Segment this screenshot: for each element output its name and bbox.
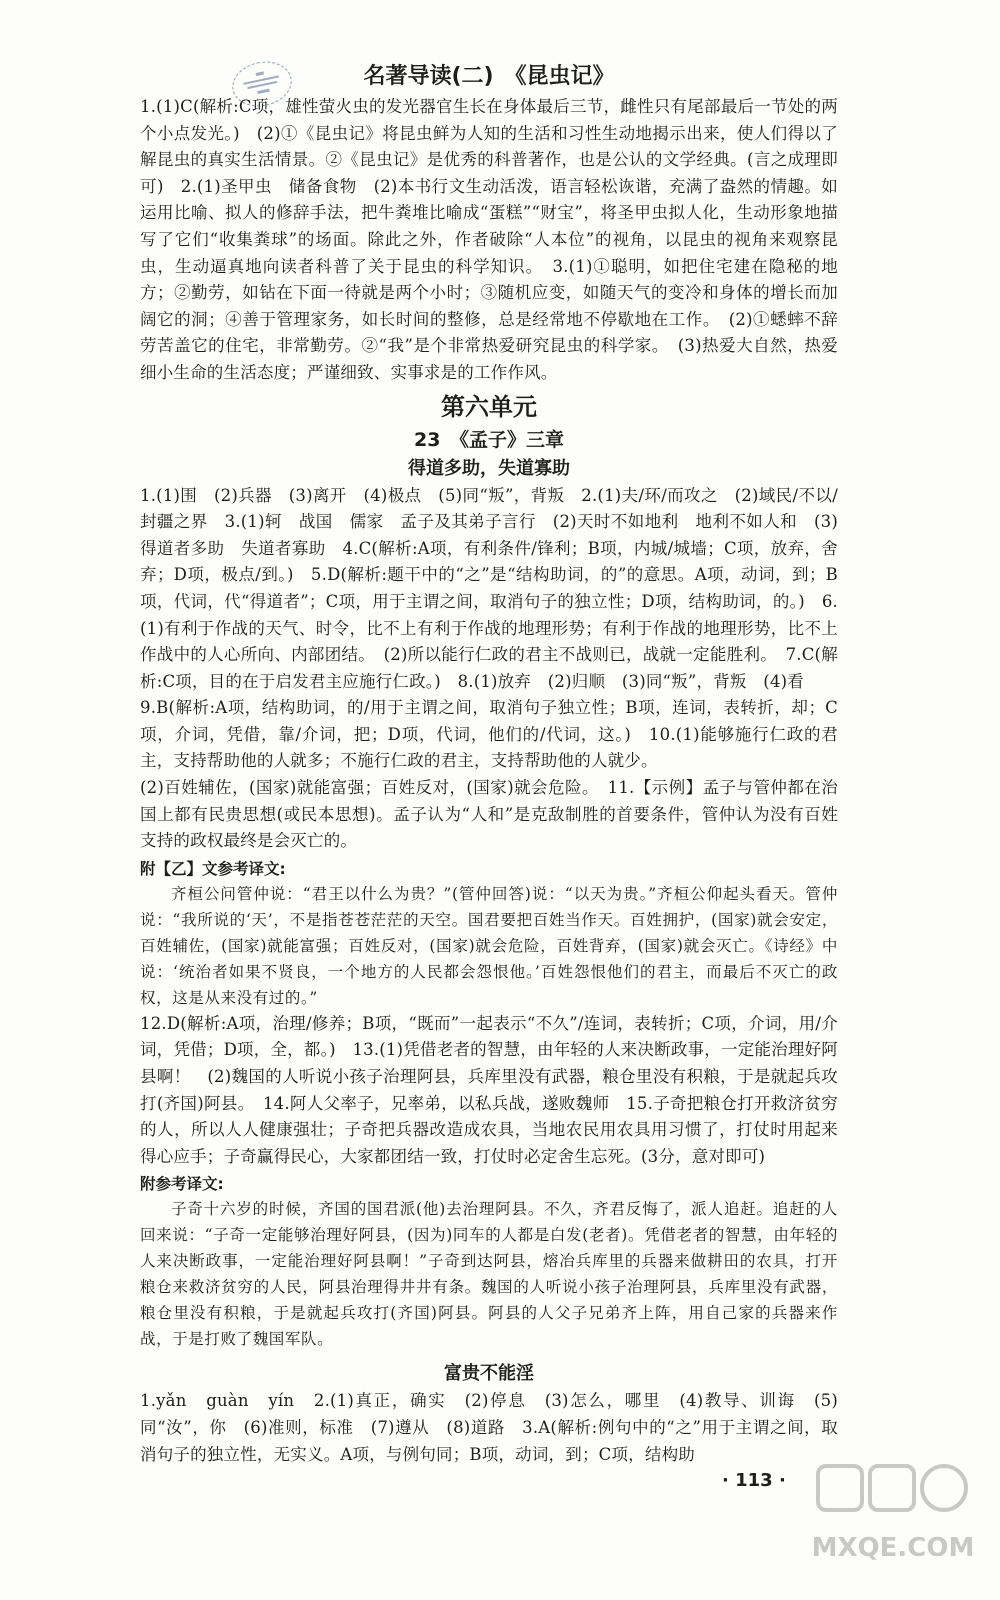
appendix-label-yi: 附【乙】文参考译文: (140, 859, 286, 878)
fugui-answers: 1.yǎn guàn yín 2.(1)真正，确实 (2)停息 (3)怎么，哪里 (4)教导、训诲 (5)同“汝”，你 (6)准则，标准 (7)遵从 (8)道路 3.A(解析:例句中的“之”用于主谓之间，取消句子的独立性，无实义。A项，与例句同；B项，动词，到；C项，结构助 (140, 1391, 838, 1464)
kunchongji-answers: 1.(1)C(解析:C项，雄性萤火虫的发光器官生长在身体最后三节，雌性只有尾部最后一节处的两个小点发光。) (2)①《昆虫记》将昆虫鲜为人知的生活和习性生动地揭示出来，使人们得以了解昆虫的真实生活情景。②《昆虫记》是优秀的科普著作，也是公认的文学经典。(言之成理即可) 2.(1)圣甲虫 储备食物 (2)本书行文生动活泼，语言轻松诙谐，充满了盎然的情趣。如运用比喻、拟人的修辞手法，把牛粪堆比喻成“蛋糕”“财宝”，将圣甲虫拟人化，生动形象地描写了它们“收集粪球”的场面。除此之外，作者破除“人本位”的视角，以昆虫的视角来观察昆虫，生动逼真地向读者科普了关于昆虫的科学知识。 3.(1)①聪明，如把住宅建在隐秘的地方；②勤劳，如钻在下面一待就是两个小时；③随机应变，如随天气的变冷和身体的增长而加阔它的洞；④善于管理家务，如长时间的整修，总是经常地不停歇地在工作。 (2)①蟋蟀不辞劳苦盖它的住宅，非常勤劳。②“我”是个非常热爱研究昆虫的科学家。 (3)热爱大自然，热爱细小生命的生活态度；严谨细致、实事求是的工作作风。 (140, 97, 838, 382)
lesson-title: 23 《孟子》三章 (414, 428, 564, 451)
answer-page (140, 60, 838, 1468)
appendix-translation-2: 子奇十六岁的时候，齐国的国君派(他)去治理阿县。不久，齐君反悔了，派人追赶。追赶的人回来说：“子奇一定能够治理好阿县，(因为)同车的人都是白发(老者)。凭借老者的智慧，由年轻的人来决断政事，一定能治理好阿县啊！”子奇到达阿县，熔冶兵库里的兵器来做耕田的农具，打开粮仓来救济贫穷的人民，阿县治理得井井有条。魏国的人听说小孩子治理阿县，兵库里没有武器，粮仓里没有积粮，于是就起兵攻打(齐国)阿县。阿县的人父子兄弟齐上阵，用自己家的兵器来作战，于是打败了魏国军队。 (140, 1200, 839, 1349)
watermark-text: MXQE.COM (811, 1533, 975, 1563)
dedao-answers-part3: (2)百姓辅佐，(国家)就能富强；百姓反对，(国家)就会危险。 11.【示例】孟子与管仲都在治国上都有民贵思想(或民本思想)。孟子认为“人和”是克敌制胜的首要条件，管仲认为没有百姓支持的政权最终是会灭亡的。 (140, 778, 838, 851)
unit-title: 第六单元 (441, 392, 537, 421)
appendix-translation-yi: 齐桓公问管仲说：“君王以什么为贵？”(管仲回答)说：“以天为贵。”齐桓公仰起头看天。管仲说：“我所说的‘天’，不是指苍苍茫茫的天空。国君要把百姓当作天。百姓拥护，(国家)就会安定，百姓辅佐，(国家)就能富强；百姓反对，(国家)就会危险，百姓背弃，(国家)就会灭亡。《诗经》中说：‘统治者如果不贤良，一个地方的人民都会怨恨他。’百姓怨恨他们的君主，而最后不灭亡的政权，这是从来没有过的。” (140, 884, 838, 1007)
appendix-label-2: 附参考译文: (140, 1175, 224, 1194)
subsection-title-dedao: 得道多助，失道寡助 (408, 457, 570, 479)
subsection-title-fugui: 富贵不能淫 (444, 1363, 534, 1385)
dedao-answers-part4: 12.D(解析:A项，治理/修养；B项，“既而”一起表示“不久”/连词，表转折；C项，介词，用/介词，凭借；D项，全，都。) 13.(1)凭借老者的智慧，由年轻的人来决断政事，一定能治理好阿县啊！ (2)魏国的人听说小孩子治理阿县，兵库里没有武器，粮仓里没有积粮，于是就起兵攻打(齐国)阿县。 14.阿人父率子，兄率弟，以私兵战，遂败魏师 15.子奇把粮仓打开救济贫穷的人，所以人人健康强壮；子奇把兵器改造成农具，当地农民用农具用习惯了，打仗时用起来得心应手；子奇赢得民心，大家都团结一致，打仗时必定舍生忘死。(3分，意对即可) (140, 1013, 838, 1166)
watermark-logo (808, 1458, 978, 1568)
page-number: · 113 · (722, 1470, 786, 1491)
dedao-answers-part2: 9.B(解析:A项，结构助词，的/用于主谓之间，取消句子独立性；B项，连词，表转折，却；C项，介词，凭借，靠/介词，把；D项，代词，他们的/代词，这。) 10.(1)能够施行仁政的君主，支持帮助他的人就多；不施行仁政的君主，支持帮助他的人就少。 (140, 698, 838, 771)
section-title-kunchongji: 名著导读(二) 《昆虫记》 (363, 64, 615, 89)
dedao-answers-part1: 1.(1)围 (2)兵器 (3)离开 (4)极点 (5)同“叛”，背叛 2.(1)夫/环/而攻之 (2)域民/不以/封疆之界 3.(1)轲 战国 儒家 孟子及其弟子言行 (2)天时不如地利 地利不如人和 (3)得道者多助 失道者寡助 4.C(解析:A项，有利条件/锋利；B项，内城/城墙；C项，放弃，舍弃；D项，极点/到。) 5.D(解析:题干中的“之”是“结构助词，的”的意思。A项，动词，到；B项，代词，代“得道者”；C项，用于主谓之间，取消句子的独立性；D项，结构助词，的。) 6.(1)有利于作战的天气、时令，比不上有利于作战的地理形势；有利于作战的地理形势，比不上作战中的人心所向、内部团结。 (2)所以能行仁政的君主不战则已，战就一定能胜利。 7.C(解析:C项，目的在于启发君主应施行仁政。) 8.(1)放弃 (2)归顺 (3)同“叛”，背叛 (4)看 (140, 485, 838, 691)
